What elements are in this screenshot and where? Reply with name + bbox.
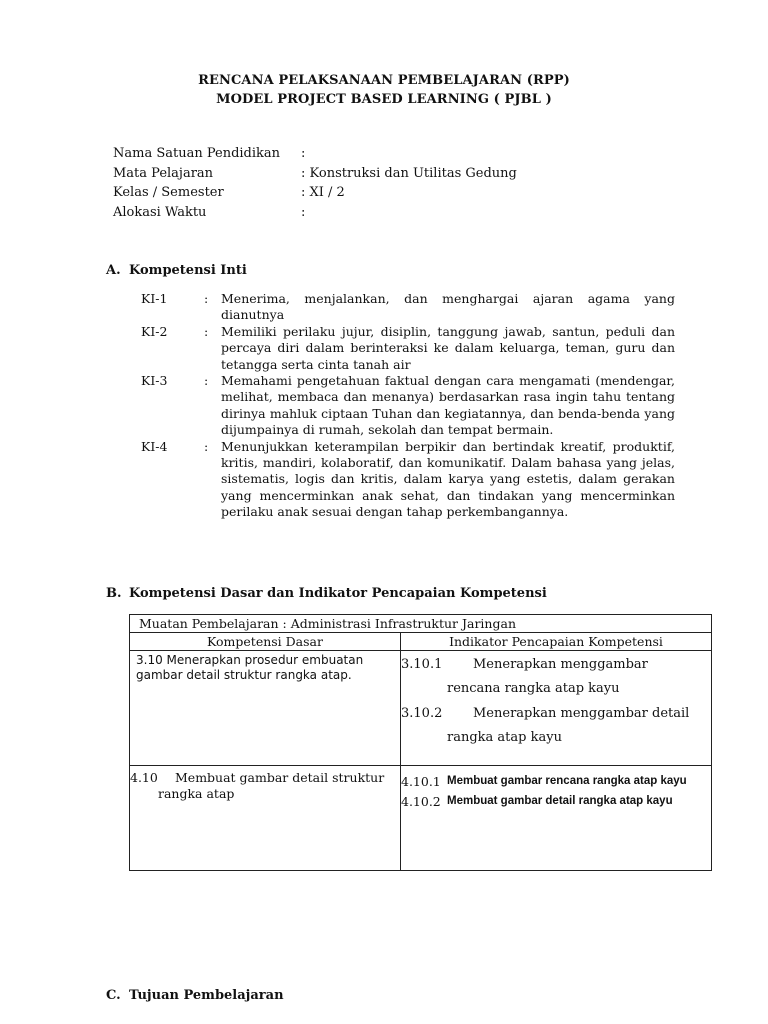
indicator-text: Membuat gambar rencana rangka atap kayu	[447, 775, 687, 787]
ki-text: Memiliki perilaku jujur, disiplin, tanggung jawab, santun, peduli dan percaya diri dalam berinteraksi ke dalam keluarga, teman, guru dan tetangga serta cinta tanah air	[221, 323, 675, 372]
section-a-heading	[106, 263, 247, 278]
identity-value: :	[301, 146, 306, 161]
ki-colon: :	[204, 373, 209, 389]
identity-value: :	[301, 204, 306, 220]
ki-code: KI-3	[141, 373, 168, 389]
indicator-number: 4.10.2	[401, 794, 441, 809]
indicator-cell	[401, 766, 712, 871]
identity-label: Mata Pelajaran	[113, 165, 214, 181]
ki-code: KI-4	[141, 438, 168, 454]
indicator-text: rangka atap kayu	[447, 730, 562, 745]
ki-code: KI-1	[141, 291, 168, 306]
ki-colon: :	[204, 291, 209, 306]
ki-colon: :	[204, 438, 209, 454]
document-title: RENCANA PELAKSANAAN PEMBELAJARAN (RPP)	[198, 73, 570, 88]
kd-cell: 3.10 Menerapkan prosedur embuatan gambar detail struktur rangka atap.	[130, 651, 401, 766]
kd-text: Membuat gambar detail struktur	[175, 770, 385, 785]
ki-item	[141, 373, 675, 439]
ki-item	[141, 439, 675, 521]
identity-value: : XI / 2	[301, 185, 345, 200]
table-row	[130, 766, 712, 871]
ki-item	[141, 291, 675, 324]
ki-text: Memahami pengetahuan faktual dengan cara mengamati (mendengar, melihat, membaca dan menanya) berdasarkan rasa ingin tahu tentang dirinya mahluk ciptaan Tuhan dan kegiatannya, dan benda-benda yang dijumpainya di rumah, sekolah dan tempat bermain.	[221, 373, 675, 438]
ki-text: Menunjukkan keterampilan berpikir dan bertindak kreatif, produktif, kritis, mandiri, kolaboratif, dan komunikatif. Dalam bahasa yang jelas, sistematis, logis dan kritis, dalam karya yang estetis, dalam gerakan yang mencerminkan anak sehat, dan tindakan yang mencerminkan perilaku anak sesuai dengan tahap perkembangannya.	[221, 438, 675, 520]
competency-table	[129, 614, 712, 871]
identity-label: Nama Satuan Pendidikan	[113, 146, 281, 161]
section-letter: B.	[106, 586, 122, 601]
indicator-text: Menerapkan menggambar	[473, 657, 648, 672]
section-b-heading	[106, 586, 547, 601]
column-header-ipk: Indikator Pencapaian Kompetensi	[401, 633, 712, 651]
section-title: Tujuan Pembelajaran	[129, 988, 284, 1003]
identity-label: Alokasi Waktu	[113, 204, 207, 220]
section-letter: A.	[106, 263, 121, 278]
kd-cell	[130, 766, 401, 871]
indicator-number: 4.10.1	[401, 774, 441, 789]
indicator-text: Menerapkan menggambar detail	[473, 706, 690, 721]
kd-number: 4.10	[130, 770, 158, 785]
document-subtitle: MODEL PROJECT BASED LEARNING ( PJBL )	[216, 92, 552, 107]
indicator-number: 3.10.1	[401, 657, 443, 672]
section-title: Kompetensi Dasar dan Indikator Pencapaian Kompetensi	[129, 586, 547, 601]
identity-label: Kelas / Semester	[113, 185, 224, 200]
ki-colon: :	[204, 323, 209, 339]
section-letter: C.	[106, 988, 121, 1003]
table-row	[130, 651, 712, 766]
indicator-text: Membuat gambar detail rangka atap kayu	[447, 795, 673, 807]
kompetensi-inti-list	[141, 291, 675, 521]
indicator-text: rencana rangka atap kayu	[447, 681, 620, 696]
column-header-kd: Kompetensi Dasar	[130, 633, 401, 651]
ki-text: Menerima, menjalankan, dan menghargai ajaran agama yang dianutnya	[221, 291, 675, 323]
indicator-cell	[401, 651, 712, 766]
ki-code: KI-2	[141, 323, 168, 339]
section-title: Kompetensi Inti	[129, 263, 247, 278]
indicator-number: 3.10.2	[401, 706, 443, 721]
ki-item	[141, 324, 675, 373]
section-c-heading	[106, 988, 284, 1003]
identity-value: : Konstruksi dan Utilitas Gedung	[301, 165, 517, 181]
kd-text: rangka atap	[158, 786, 235, 801]
muatan-pembelajaran: Muatan Pembelajaran : Administrasi Infrastruktur Jaringan	[130, 615, 712, 633]
